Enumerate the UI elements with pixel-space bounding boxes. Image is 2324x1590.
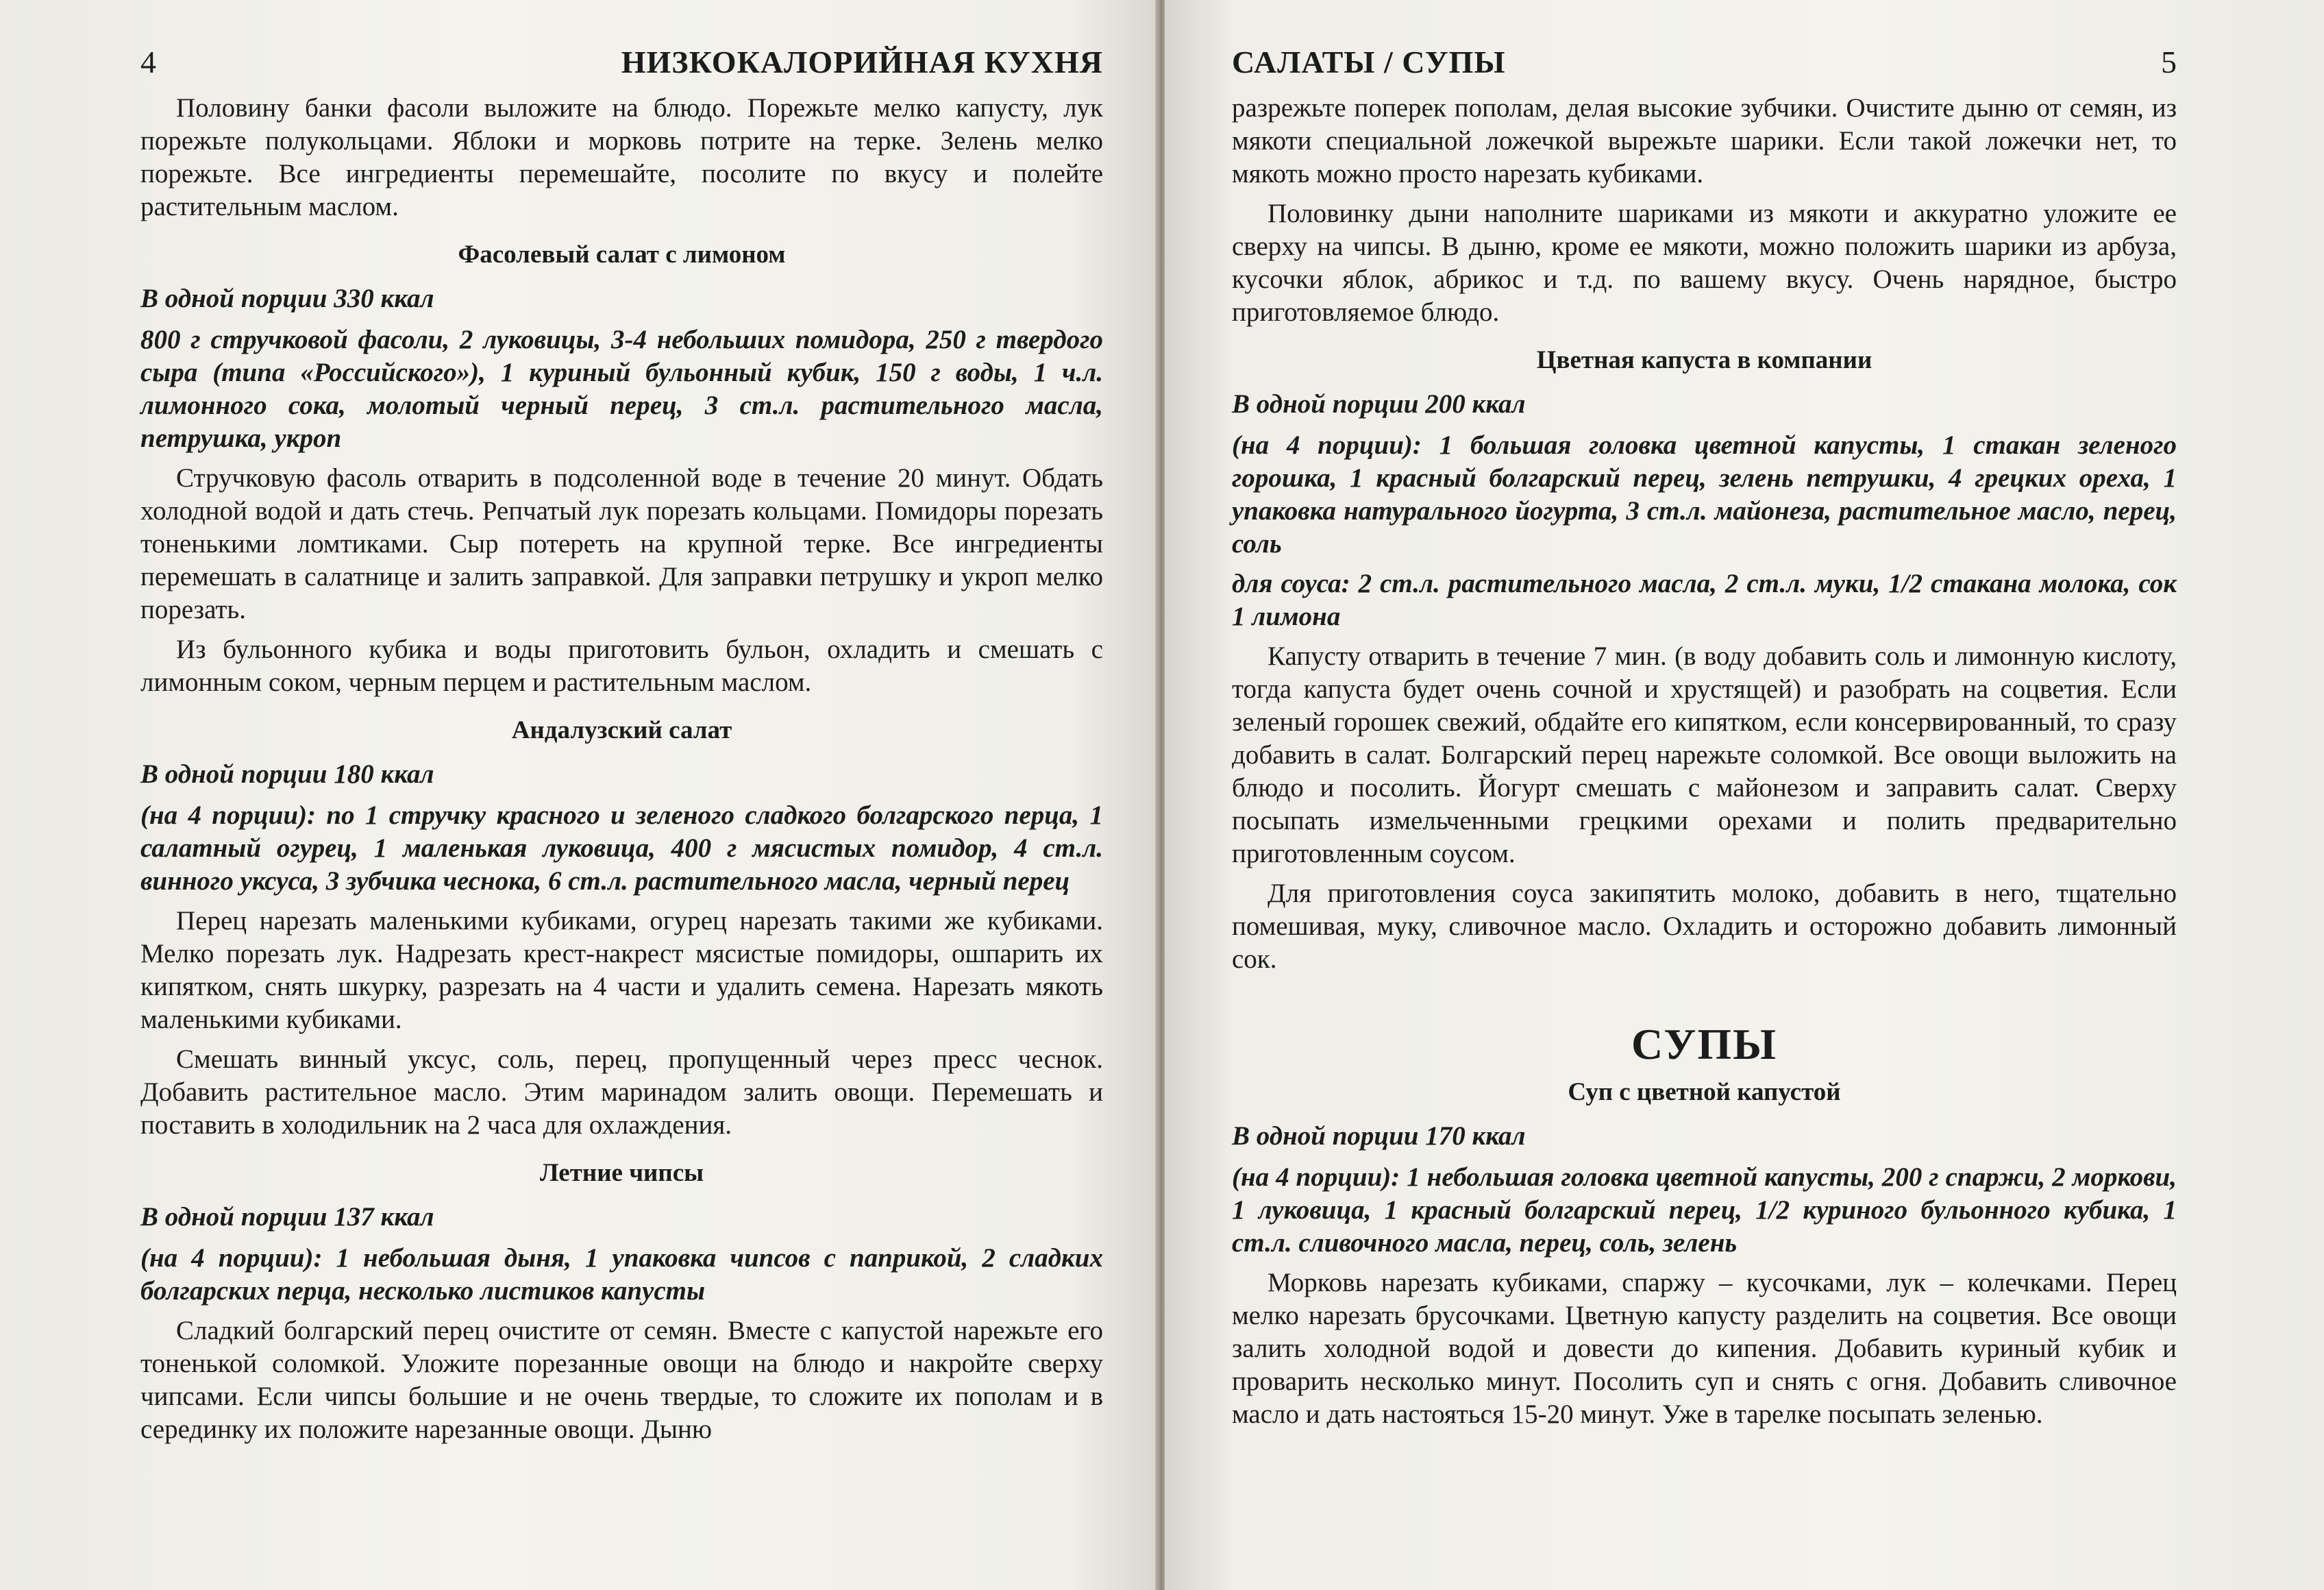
continuation-paragraph: разрежьте поперек пополам, делая высокие зубчики. Очистите дыню от семян, из мякоти специальной ложечкой вырежьте шарики. Если такой ложечки нет, то мякоть можно просто нарезать кубиками.	[1232, 93, 2177, 188]
recipe-title: Андалузский салат	[511, 716, 732, 744]
intro-paragraph: Половину банки фасоли выложите на блюдо. Порежьте мелко капусту, лук порежьте полукольцами. Яблоки и морковь потрите на терке. Зелень мелко порежьте. Все ингредиенты перемешайте, посолите по вкусу и полейте растительным маслом.	[140, 93, 1103, 221]
recipe-step: Капусту отварить в течение 7 мин. (в воду добавить соль и лимонную кислоту, тогда капуста будет очень сочной и хрустящей) и разобрать на соцветия. Если зеленый горошек свежий, обдайте его кипятком, если консервированный, то сразу добавить в салат. Болгарский перец нарежьте соломкой. Все овощи выложить на блюдо и посолить. Йогурт смешать с майонезом и заправить салат. Сверху посыпать измельченными грецкими орехами и полить предварительно приготовленным соусом.	[1232, 641, 2177, 868]
right-running-title: САЛАТЫ / СУПЫ	[1232, 45, 1506, 80]
recipe-calories: В одной порции 137 ккал	[140, 1202, 434, 1232]
recipe-step: Морковь нарезать кубиками, спаржу – кусочками, лук – колечками. Перец мелко нарезать брусочками. Цветную капусту разделить на соцветия. Все овощи залить холодной водой и довести до кипения. Добавить куриный кубик и проварить несколько минут. Посолить суп и снять с огня. Добавить сливочное масло и дать настояться 15-20 минут. Уже в тарелке посыпать зеленью.	[1232, 1268, 2177, 1429]
left-page-number: 4	[140, 45, 156, 80]
recipe-calories: В одной порции 170 ккал	[1232, 1121, 1526, 1151]
recipe-step: Сладкий болгарский перец очистите от семян. Вместе с капустой нарежьте его тоненькой соломкой. Уложите порезанные овощи на блюдо и накройте сверху чипсами. Если чипсы большие и не очень твердые, то сложите их пополам и в серединку их положите нарезанные овощи. Дыню	[140, 1316, 1103, 1444]
recipe-title: Суп с цветной капустой	[1568, 1078, 1841, 1106]
recipe-ingredients: (на 4 порции): 1 большая головка цветной капусты, 1 стакан зеленого горошка, 1 красный болгарский перец, зелень петрушки, 4 грецких ореха, 1 упаковка натурального йогурта, 3 ст.л. майонеза, растительное масло, перец, соль	[1232, 430, 2177, 559]
left-page-body	[140, 92, 1103, 1446]
recipe-step: Для приготовления соуса закипятить молоко, добавить в него, тщательно помешивая, муку, сливочное масло. Охладить и осторожно добавить лимонный сок.	[1232, 879, 2177, 974]
recipe-ingredients: 800 г стручковой фасоли, 2 луковицы, 3-4 небольших помидора, 250 г твердого сыра (типа «Российского»), 1 куриный бульонный кубик, 150 г воды, 1 ч.л. лимонного сока, молотый черный перец, 3 ст.л. растительного масла, петрушка, укроп	[140, 325, 1103, 453]
recipe-title: Цветная капуста в компании	[1536, 346, 1872, 374]
recipe-sauce-ingredients: для соуса: 2 ст.л. растительного масла, 2 ст.л. муки, 1/2 стакана молока, сок 1 лимона	[1232, 569, 2177, 631]
section-title: СУПЫ	[1631, 1020, 1777, 1068]
recipe-step: Из бульонного кубика и воды приготовить бульон, охладить и смешать с лимонным соком, черным перцем и растительным маслом.	[140, 635, 1103, 697]
recipe-step: Перец нарезать маленькими кубиками, огурец нарезать такими же кубиками. Мелко порезать лук. Надрезать крест-накрест мясистые помидоры, ошпарить их кипятком, снять шкурку, разрезать на 4 части и удалить семена. Нарезать мякоть маленькими кубиками.	[140, 906, 1103, 1034]
left-page	[0, 0, 1158, 1590]
recipe-title: Летние чипсы	[539, 1159, 704, 1187]
recipe-ingredients: (на 4 порции): по 1 стручку красного и зеленого сладкого болгарского перца, 1 салатный огурец, 1 маленькая луковица, 400 г мясистых помидор, 4 ст.л. винного уксуса, 3 зубчика чеснока, 6 ст.л. растительного масла, черный перец	[140, 800, 1103, 896]
continuation-paragraph: Половинку дыни наполните шариками из мякоти и аккуратно уложите ее сверху на чипсы. В дыню, кроме ее мякоти, можно положить шарики из арбуза, кусочки яблок, абрикос и т.д. по вашему вкусу. Очень нарядное, быстро приготовляемое блюдо.	[1232, 199, 2177, 327]
recipe-ingredients: (на 4 порции): 1 небольшая дыня, 1 упаковка чипсов с паприкой, 2 сладких болгарских перца, несколько листиков капусты	[140, 1243, 1103, 1306]
recipe-calories: В одной порции 200 ккал	[1232, 389, 1526, 419]
right-page-number: 5	[2161, 45, 2177, 80]
left-running-header	[140, 44, 1103, 92]
left-running-title: НИЗКОКАЛОРИЙНАЯ КУХНЯ	[621, 45, 1103, 80]
right-running-header	[1232, 44, 2177, 92]
right-page	[1165, 0, 2324, 1590]
recipe-ingredients: (на 4 порции): 1 небольшая головка цветной капусты, 200 г спаржи, 2 моркови, 1 луковица, 1 красный болгарский перец, 1/2 куриного бульонного кубика, 1 ст.л. сливочного масла, перец, соль, зелень	[1232, 1162, 2177, 1258]
recipe-calories: В одной порции 180 ккал	[140, 759, 434, 789]
recipe-title: Фасолевый салат с лимоном	[458, 241, 786, 269]
right-page-body	[1232, 92, 2177, 1431]
recipe-calories: В одной порции 330 ккал	[140, 284, 434, 313]
recipe-step: Стручковую фасоль отварить в подсоленной воде в течение 20 минут. Обдать холодной водой и дать стечь. Репчатый лук порезать кольцами. Помидоры порезать тоненькими ломтиками. Сыр потереть на крупной терке. Все ингредиенты перемешать в салатнице и залить заправкой. Для заправки петрушку и укроп мелко порезать.	[140, 463, 1103, 624]
recipe-step: Смешать винный уксус, соль, перец, пропущенный через пресс чеснок. Добавить растительное масло. Этим маринадом залить овощи. Перемешать и поставить в холодильник на 2 часа для охлаждения.	[140, 1044, 1103, 1140]
